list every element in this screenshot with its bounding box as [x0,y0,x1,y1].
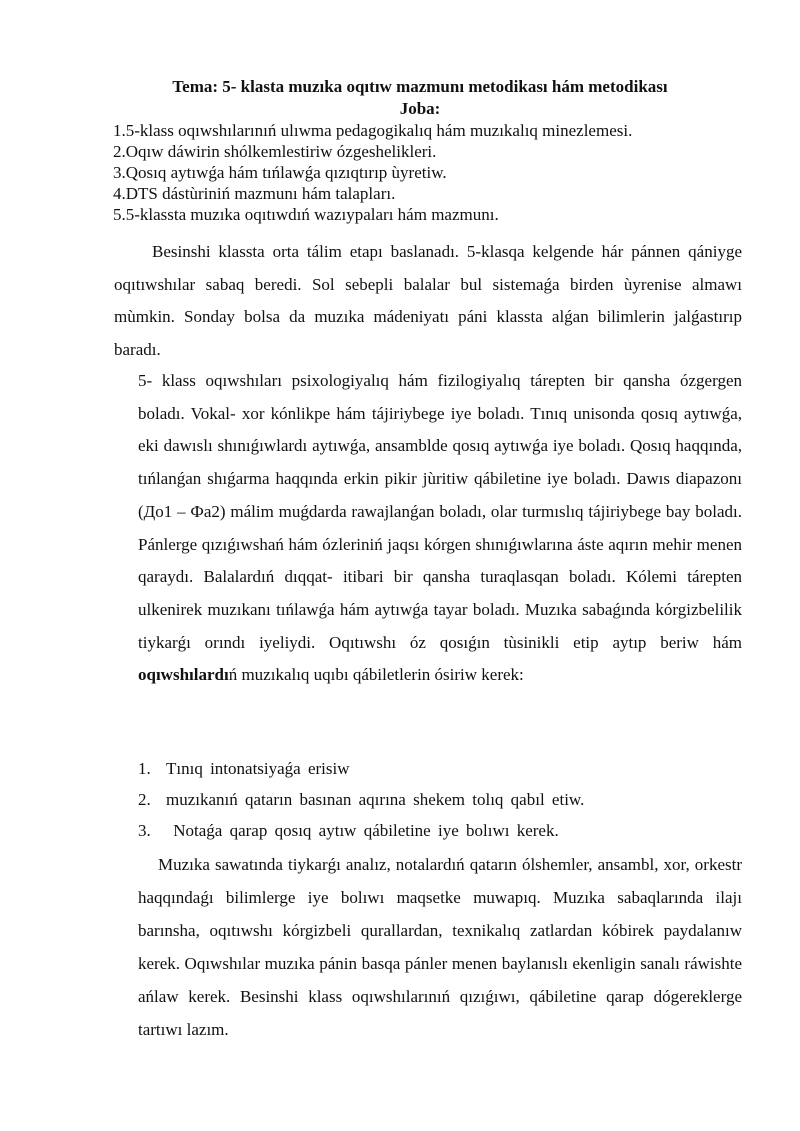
list-number: 2. [138,790,151,809]
list-number: 1. [138,759,151,778]
paragraph-text: 5- klass oqıwshıları psixologiyalıq hám fizilogiyalıq tárepten bir qansha ózgergen boladı. Vokal- xor kónlikpe hám tájiriybege iye boladı. Tınıq unisonda qosıq aytıwǵa, eki dawıslı shınıǵıwlardı aytıwǵa, ansamblde qosıq aytıwǵa iye boladı. Qosıq haqqında, tıńlanǵan shıǵarma haqqında erkin pikir jùritiw qábiletine iye boladı. Dawıs diapazonı (До1 – Фа2) málim muǵdarda rawajlanǵan boladı, olar turmıslıq tájiriybege bay boladı. Pánlerge qızıǵıwshań hám ózleriniń jaqsı kórgen shınıǵıwlarına áste aqırın mehir menen qaraydı. Balalardıń dıqqat- itibari bir qansha turaqlasqan boladı. Kólemi tárepten ulkenirek muzıkanı tıńlawǵa hám aytıwǵa tayar boladı. Muzıka sabaǵında kórgizbelilik tiykarǵı orındı iyeliydi. Oqıtıwshı óz qosıǵın tùsinikli etip aytıp beriw hám [138,371,742,652]
list-text: Tınıq intonatsiyaǵa erisiw [166,759,350,778]
list-text: Notaǵa qarap qosıq aytıw qábiletine iye bolıwı kerek. [166,821,559,840]
plan-list [113,120,753,225]
paragraph-literacy: Muzıka sawatında tiykarǵı analız, notalardıń qatarın ólshemler, ansambl, xor, orkestr haqqındaǵı bilimlerge iye bolıwı maqsetke muwapıq. Muzıka sabaqlarında ilajı barınsha, oqıtıwshı kórgizbeli qurallardan, texnikalıq zatlardan kóbirek paydalanıw kerek. Oqıwshılar muzıka pánin basqa pánler menen baylanıslı ekenligin sanalı ráwishte ańlaw kerek. Besinshi klass oqıwshılarınıń qızıǵıwı, qábiletine qarap dógereklerge tartıwı lazım. [138,855,742,1039]
plan-item: 4.DTS dástùriniń mazmunı hám talapları. [113,184,396,203]
paragraph-text: ń muzıkalıq uqıbı qábiletlerin ósiriw kerek: [228,665,524,685]
plan-item: 5.5-klassta muzıka oqıtıwdıń wazıypaları hám mazmunı. [113,205,499,224]
plan-item: 3.Qosıq aytıwǵa hám tıńlawǵa qızıqtırıp ùyretiw. [113,163,447,182]
list-text: muzıkanıń qatarın basınan aqırına shekem tolıq qabıl etiw. [166,790,585,809]
paragraph-intro: Besinshi klassta orta tálim etapı baslanadı. 5-klasqa kelgende hár pánnen qániyge oqıtıwshılar sabaq beredi. Sol sebepli balalar bul sistemaǵa birden ùyrenise almawı mùmkin. Sonday bolsa da muzıka mádeniyatı páni klassta alǵan bilimlerin jalǵastırıp baradı. [114,242,742,359]
skills-list [138,753,742,846]
paragraph-characteristics [138,365,742,692]
document-title [100,76,740,120]
title-plan-heading: Joba: [399,99,441,118]
title-topic: Tema: 5- klasta muzıka oqıtıw mazmunı metodikası hám metodikası [172,77,668,96]
list-item [138,784,742,815]
list-item [138,815,742,846]
bold-term: oqıwshılardı [138,665,229,685]
plan-item: 1.5-klass oqıwshılarınıń ulıwma pedagogikalıq hám muzıkalıq minezlemesi. [113,121,633,140]
list-number: 3. [138,821,151,840]
plan-item: 2.Oqıw dáwirin shólkemlestiriw ózgeshelikleri. [113,142,437,161]
list-item [138,753,742,784]
